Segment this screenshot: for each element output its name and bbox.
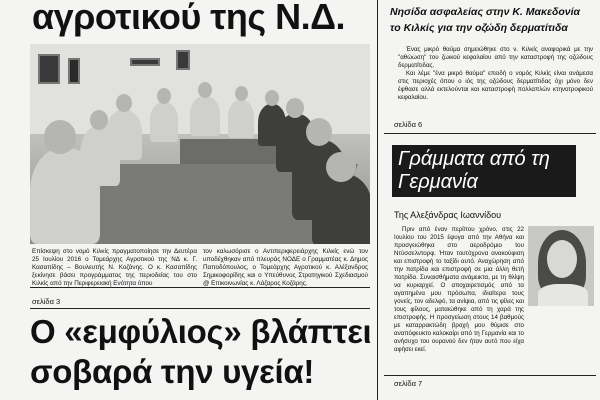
caption-right-text: τον καλωσόρισε ο Αντιπεριφερειάρχης Κιλκίς ενώ τον υποδέχθηκαν από πλευράς ΝΟΔΕ ο Γραμματέας κ. Δημος Παποδόπουλος, ο Τομεάρχης Αγροτικού κ. Αλέξανδρος Σημικοφορίδης και ο Υπεύθυνος Στρατηγικού Σχεδιασμού @ Επικοινωνίας κ. Λάζαρος Κοζάρης.	[203, 248, 368, 287]
author-portrait	[528, 226, 594, 306]
page-ref-letter[interactable]: σελίδα 7	[394, 379, 423, 388]
article-paragraph: Και λέμε "ένα μικρό θαύμα" επειδή ο νομός Κιλκίς είναι ανάμεσα στις περιοχές όπου ο ιός της οζώδους δερματίτιδας όχι μόνο δεν έφθασε αλλά εκτελούνται και καταστροφή πολλαπλών κτηνοτροφικού κεφαλαίου.	[398, 70, 593, 101]
byline: Της Αλεξάνδρας Ιωαννίδου	[394, 210, 502, 220]
divider	[30, 308, 370, 309]
page-ref-left[interactable]: σελίδα 3	[32, 297, 61, 306]
right-column	[380, 0, 600, 400]
divider	[30, 287, 370, 288]
bottom-headline[interactable]: Ο «εμφύλιος» βλάπτει σοβαρά την υγεία!	[30, 313, 372, 390]
article-body	[398, 46, 593, 102]
top-headline[interactable]: αγροτικού της Ν.Δ.	[32, 0, 345, 37]
letter-body	[394, 226, 524, 354]
column-divider	[377, 0, 378, 400]
photo-caption	[32, 248, 368, 288]
caption-left-text: Επίσκεψη στο νομό Κιλκίς πραγματοποίησε την Δευτέρα 25 Ιουλίου 2016 ο Τομεάρχης Αγροτικού της ΝΔ κ. Γ. Κασαπίδης – Βουλευτής Ν. Κοζάνης. Ο κ. Κασαπίδης ξεκίνησε βάσει προγράμματος της περιοδείας του στο Κιλκίς από την Περιφερειακή Ενότητα όπου	[32, 248, 197, 287]
page-ref-article[interactable]: σελίδα 6	[394, 120, 423, 129]
meeting-photo[interactable]	[30, 44, 370, 244]
section-banner[interactable]: Γράμματα από τη Γερμανία	[392, 145, 576, 197]
article-paragraph: Ένας μικρό θαύμα σημειώθηκε στο ν. Κιλκίς αναφορικά με την "αθώωση" του ζωικού κεφαλαίου από την καταστροφή της οζώδους δερματίτιδας.	[398, 46, 593, 69]
divider	[384, 375, 596, 376]
divider	[384, 133, 596, 134]
letter-paragraph: Πριν από έναν περίπου χρόνο, στις 22 Ιουλίου του 2015 έφυγα από την Αθήνα και προσγειώθηκα στο αεροδρόμιο του Ντύσσελντορφ. Ήταν τουτόχρονα ανακούφιση και επιστροφή το ταξίδι αυτό. Αναχώρηση από την πατρίδα και επιστροφή σε μια άλλη θετή πατρίδα. Συναισθήματα ανάμεικτα, με τη θλίψη να κυριαρχεί. Ο αποχαιρετισμός από τα αγαπημένα μου πρόσωπα, ιδιαίτερα τους γονείς, τον αδελφό, τα ανίψια, από τις φίλες και τους φίλους, ματαιώθηκε από τη χαρά της επιστροφής. Η προσγείωση στους 14 βαθμούς με καταρρακτώδη βροχή μου θύμισε στο αναπόφευκτο καλοκαίρι από τη Γερμανία και το ανήσυχο του ουρανού δεν ήταν αυτό που είχα αφήσει εκεί.	[394, 226, 524, 353]
article-title[interactable]: Νησίδα ασφαλείας στην Κ. Μακεδονία το Κιλκίς για την οζώδη δερματίτιδα	[390, 6, 581, 34]
